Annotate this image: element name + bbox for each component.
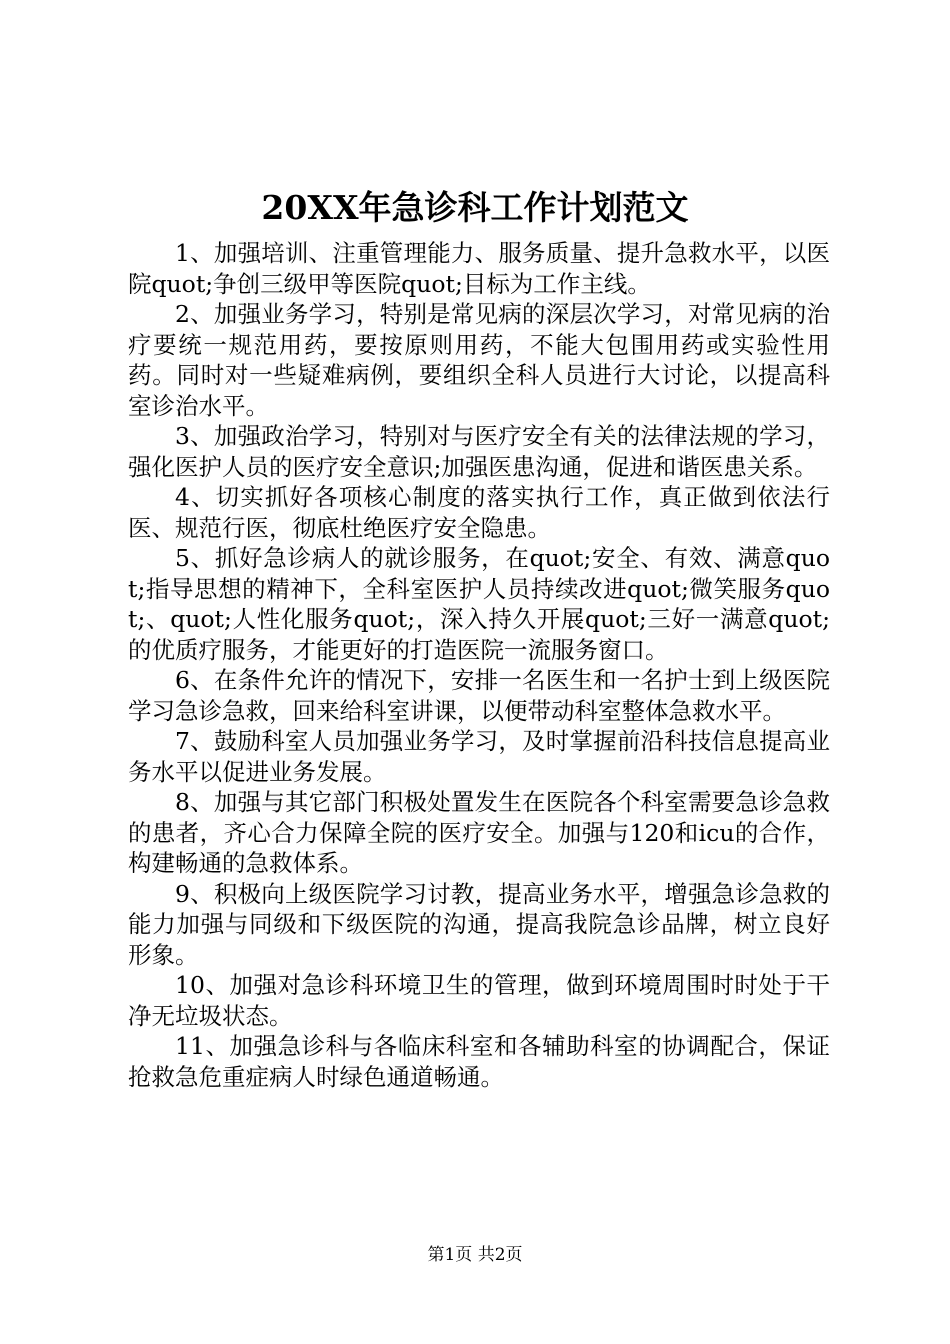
paragraph-1: 1、加强培训、注重管理能力、服务质量、提升急救水平，以医院quot;争创三级甲等医院quot;目标为工作主线。 <box>128 239 830 298</box>
paragraph-10: 10、加强对急诊科环境卫生的管理，做到环境周围时时处于干净无垃圾状态。 <box>128 971 830 1030</box>
paragraph-5: 5、抓好急诊病人的就诊服务，在quot;安全、有效、满意quot;指导思想的精神下，全科室医护人员持续改进quot;微笑服务quot;、quot;人性化服务quot;，深入持久开展quot;三好一满意quot;的优质疗服务，才能更好的打造医院一流服务窗口。 <box>128 544 830 664</box>
paragraph-11: 11、加强急诊科与各临床科室和各辅助科室的协调配合，保证抢救急危重症病人时绿色通道畅通。 <box>128 1032 830 1091</box>
paragraph-2: 2、加强业务学习，特别是常见病的深层次学习，对常见病的治疗要统一规范用药，要按原则用药，不能大包围用药或实验性用药。同时对一些疑难病例，要组织全科人员进行大讨论，以提高科室诊治水平。 <box>128 300 830 420</box>
paragraph-3: 3、加强政治学习，特别对与医疗安全有关的法律法规的学习，强化医护人员的医疗安全意识;加强医患沟通，促进和谐医患关系。 <box>128 422 830 481</box>
paragraph-9: 9、积极向上级医院学习讨教，提高业务水平，增强急诊急救的能力加强与同级和下级医院的沟通，提高我院急诊品牌，树立良好形象。 <box>128 879 830 969</box>
document-title: 20XX年急诊科工作计划范文 <box>261 188 689 227</box>
paragraph-6: 6、在条件允许的情况下，安排一名医生和一名护士到上级医院学习急诊急救，回来给科室讲课，以便带动科室整体急救水平。 <box>128 666 830 725</box>
page-footer: 第1页 共2页 <box>427 1245 523 1265</box>
document-body <box>128 238 830 1092</box>
paragraph-8: 8、加强与其它部门积极处置发生在医院各个科室需要急诊急救的患者，齐心合力保障全院的医疗安全。加强与120和icu的合作，构建畅通的急救体系。 <box>128 788 830 877</box>
paragraph-7: 7、鼓励科室人员加强业务学习，及时掌握前沿科技信息提高业务水平以促进业务发展。 <box>128 727 830 786</box>
paragraph-4: 4、切实抓好各项核心制度的落实执行工作，真正做到依法行医、规范行医，彻底杜绝医疗安全隐患。 <box>128 483 830 542</box>
